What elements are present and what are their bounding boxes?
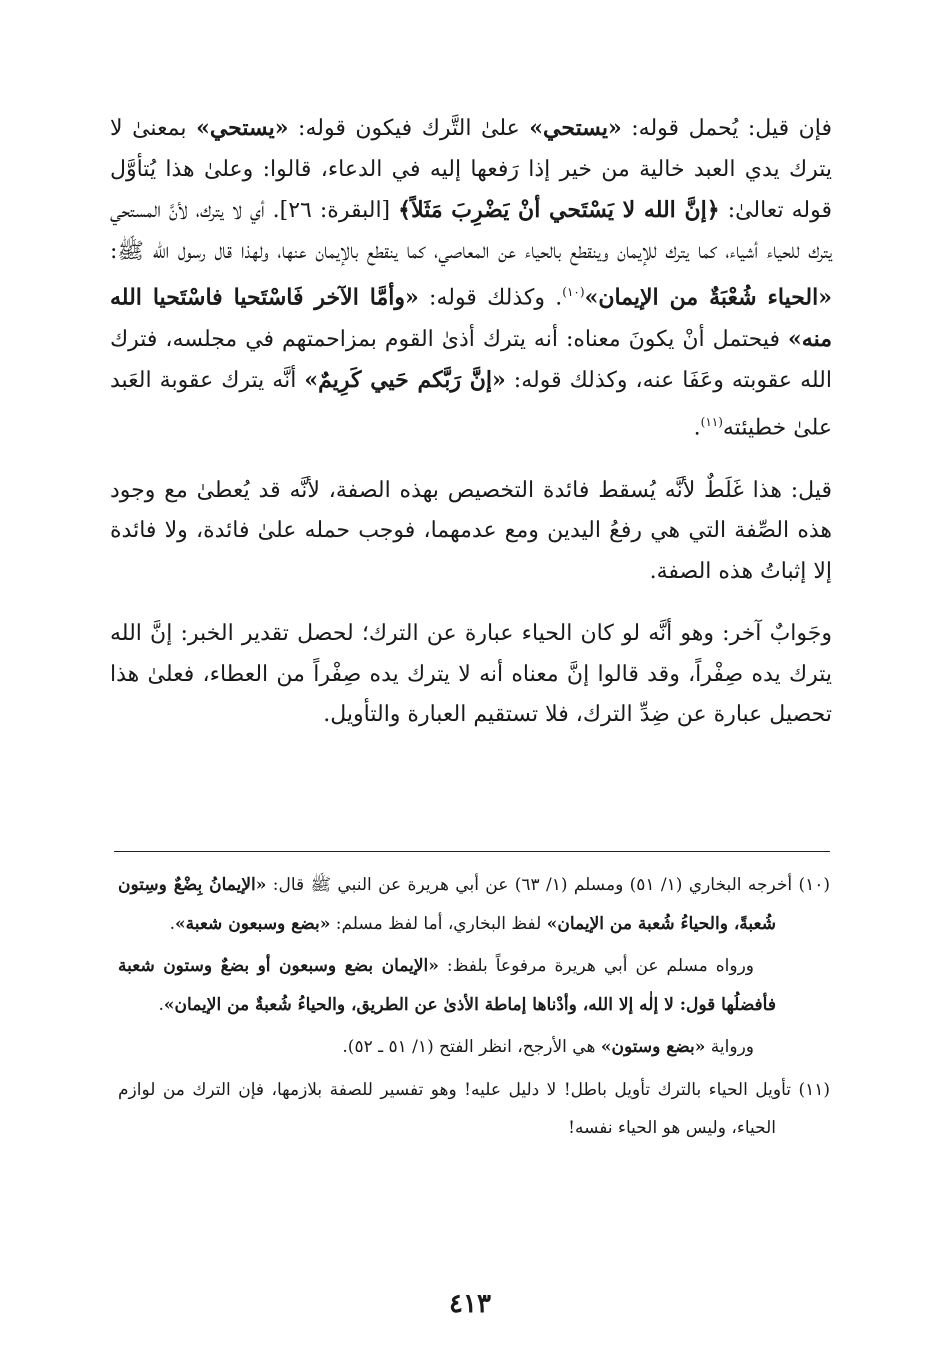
footnote-marker: (١١) (798, 1079, 830, 1100)
quoted-term: «يستحي» (529, 115, 622, 141)
hadith-quote: «الإيمان بضع وسبعون أو بضعٌ وستون شعبة فأفضلُها قول: لا إلٰه إلا الله، وأدْناها إماطة الأذىٰ عن الطريق، والحياءُ شُعبةٌ من الإيمان» (118, 956, 776, 1015)
main-text (110, 108, 832, 736)
text-run: ورواه مسلم عن أبي هريرة مرفوعاً بلفظ: (438, 956, 754, 976)
footnote-11 (118, 1071, 830, 1148)
footnote-10 (118, 866, 830, 943)
footnote-ref-11: (١١) (700, 414, 723, 429)
hadith-quote: «إنَّ رَبَّكم حَيي كَرِيمٌ» (304, 367, 506, 394)
text-run: هي الأرجح، انظر الفتح (١/ ٥١ ـ ٥٢). (342, 1037, 601, 1057)
text-run: أخرجه البخاري (١/ ٥١) ومسلم (١/ ٦٣) عن أبي هريرة عن النبي ﷺ قال: (266, 875, 799, 895)
footnote-marker: (١٠) (798, 875, 830, 895)
quran-verse: ﴿إنَّ الله لا يَسْتَحي أنْ يَضْرِبَ مَثَلاً﴾ (398, 197, 720, 223)
text-run: لفظ البخاري، أما لفظ مسلم: (330, 913, 547, 934)
text-run: [البقرة: ٢٦]. أي لا يترك، لأنَّ المستحي يترك للحياء أشياء، كما يترك للإيمان وينقطع بالحياء عن المعاصي، كما ينقطع بالإيمان عنها، ولهذا قال رسول الله ﷺ: (110, 198, 832, 264)
footnotes (118, 866, 830, 1148)
paragraph-1 (110, 108, 832, 449)
text-run: . وكذلك قوله: (418, 285, 563, 311)
footnote-divider (114, 851, 830, 852)
text-run: أنَّه يترك عقوبة العَبد علىٰ خطيئته (110, 368, 832, 441)
quoted-term: «بضع وستون» (600, 1037, 706, 1057)
paragraph-2: قيل: هذا غَلَطٌ لأنَّه يُسقط فائدة التخصيص بهذه الصفة، لأنَّه قد يُعطىٰ مع وجود هذه الصِّفة التي هي رفعُ اليدين ومع عدمهما، فوجب حمله علىٰ فائدة، ولا فائدة إلا إثباتُ هذه الصفة. (110, 477, 832, 584)
text-run: تأويل الحياء بالترك تأويل باطل! لا دليل عليه! وهو تفسير للصفة بلازمها، فإن الترك من لوازم الحياء، وليس هو الحياء نفسه! (118, 1079, 799, 1138)
hadith-quote: «الحياء شُعْبَةٌ من الإيمان» (584, 284, 832, 311)
text-run: فإن قيل: يُحمل قوله: (621, 116, 832, 141)
footnote-10-continued (118, 947, 830, 1024)
text-run: . (169, 913, 175, 934)
footnote-10-note (118, 1028, 830, 1067)
text-run: ورواية (705, 1037, 754, 1057)
text-run: . (158, 994, 164, 1015)
text-run: . (693, 415, 701, 441)
text-run: علىٰ التَّرك فيكون قوله: (288, 116, 530, 141)
hadith-quote: «بضع وسبعون شعبة» (174, 913, 331, 934)
page-number: ٤١٣ (449, 1289, 491, 1319)
text-run: بمعنىٰ لا يترك يدي العبد خالية من خير إذا رَفعها إليه في الدعاء، قالوا: وعلىٰ هذا يُتأوَّل قوله تعالىٰ: (110, 116, 832, 223)
text-run: فيحتمل أنْ يكونَ معناه: أنه يترك أذىٰ القوم بمزاحمتهم في مجلسه، فترك الله عقوبته وعَفَا عنه، وكذلك قوله: (110, 326, 832, 394)
paragraph-3: وجَوابٌ آخر: وهو أنَّه لو كان الحياء عبارة عن الترك؛ لحصل تقدير الخبر: إنَّ الله يترك يده صِفْراً، وقد قالوا إنَّ معناه أنه لا يترك يده صِفْراً من العطاء، فعلىٰ هذا تحصيل عبارة عن ضِدِّ الترك، فلا تستقيم العبارة والتأويل. (110, 621, 832, 728)
quoted-term: «يستحي» (196, 115, 289, 141)
hadith-quote: «وأمَّا الآخر فَاسْتَحيا فاسْتَحيا الله منه» (110, 284, 832, 352)
footnote-ref-10: (١٠) (562, 285, 585, 299)
hadith-quote: «الإيمانُ بِضْعٌ وسِتون شُعبةً، والحياءُ شُعبة من الإيمان» (118, 875, 776, 934)
